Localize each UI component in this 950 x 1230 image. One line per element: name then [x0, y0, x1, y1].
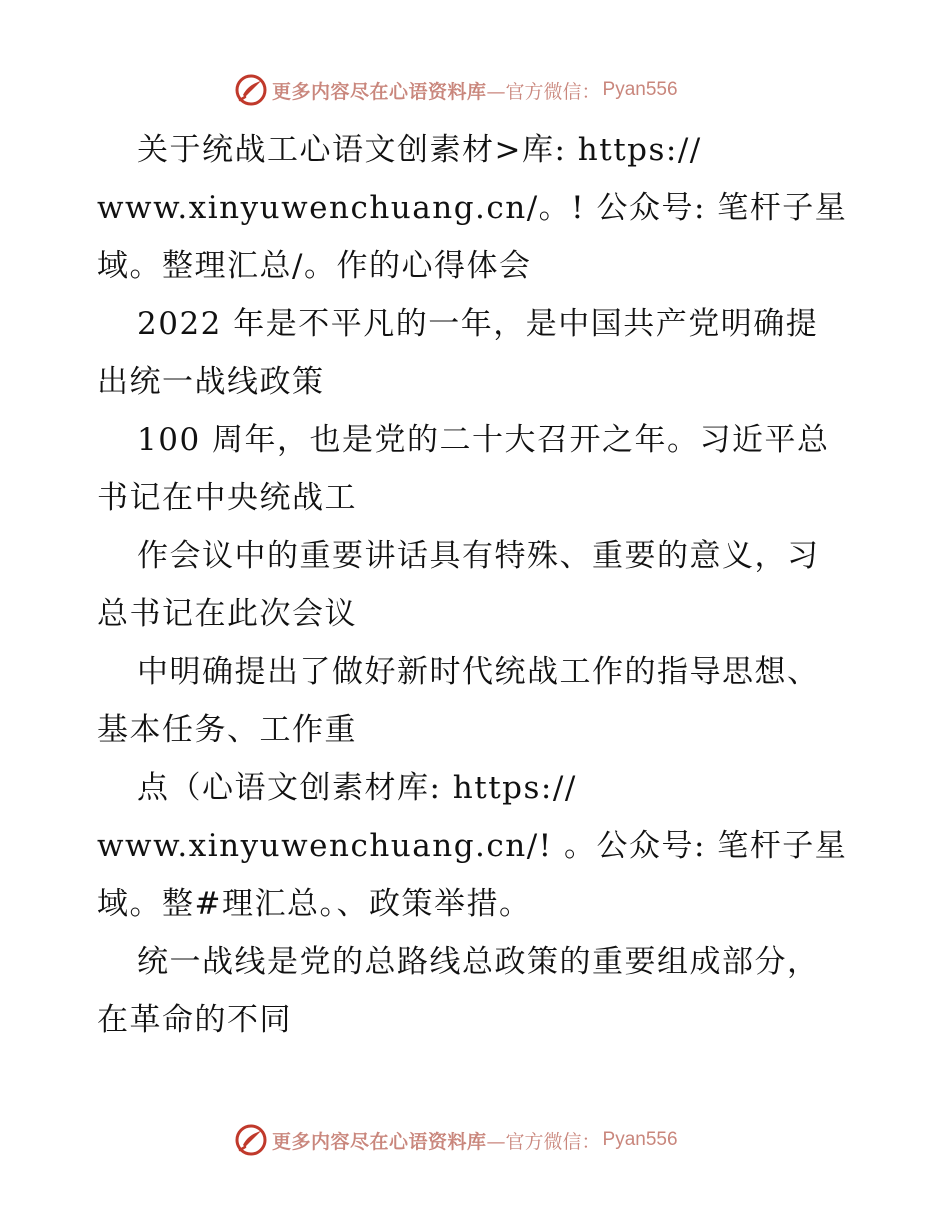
body-line: 基本任务、工作重	[97, 712, 357, 748]
banner-wechat-id: Pyan556	[602, 79, 678, 100]
banner-wechat-label: —官方微信：	[486, 80, 601, 103]
banner-text: 更多内容尽在心语资料库	[272, 1130, 487, 1153]
document-body	[97, 121, 867, 1049]
xinyu-logo-icon	[234, 73, 268, 107]
body-line: 出统一战线政策	[97, 364, 325, 400]
footer-banner	[234, 1122, 678, 1158]
body-line: www.xinyuwenchuang.cn/。! 公众号: 笔杆子星	[97, 190, 848, 226]
body-line: 域。整理汇总/。作的心得体会	[97, 248, 532, 284]
banner-wechat-label: —官方微信：	[486, 1130, 601, 1153]
body-line: 2022 年是不平凡的一年，是中国共产党明确提	[137, 306, 819, 342]
body-line: 域。整#理汇总。、政策举措。	[97, 886, 532, 922]
body-line: 关于统战工心语文创素材>库: https://	[137, 132, 702, 168]
body-line: 在革命的不同	[97, 1002, 292, 1038]
body-line: 中明确提出了做好新时代统战工作的指导思想、	[137, 654, 820, 690]
body-line: 总书记在此次会议	[97, 596, 357, 632]
body-line: 书记在中央统战工	[97, 480, 357, 516]
body-line: 作会议中的重要讲话具有特殊、重要的意义，习	[137, 538, 820, 574]
banner-text: 更多内容尽在心语资料库	[272, 80, 487, 103]
body-line: 统一战线是党的总路线总政策的重要组成部分，	[137, 944, 820, 980]
banner-wechat-id: Pyan556	[602, 1129, 678, 1150]
body-line: 100 周年，也是党的二十大召开之年。习近平总	[137, 422, 830, 458]
header-banner	[234, 72, 678, 108]
body-line: 点（心语文创素材库: https://	[137, 770, 577, 806]
xinyu-logo-icon	[234, 1123, 268, 1157]
body-line: www.xinyuwenchuang.cn/! 。公众号: 笔杆子星	[97, 828, 848, 864]
